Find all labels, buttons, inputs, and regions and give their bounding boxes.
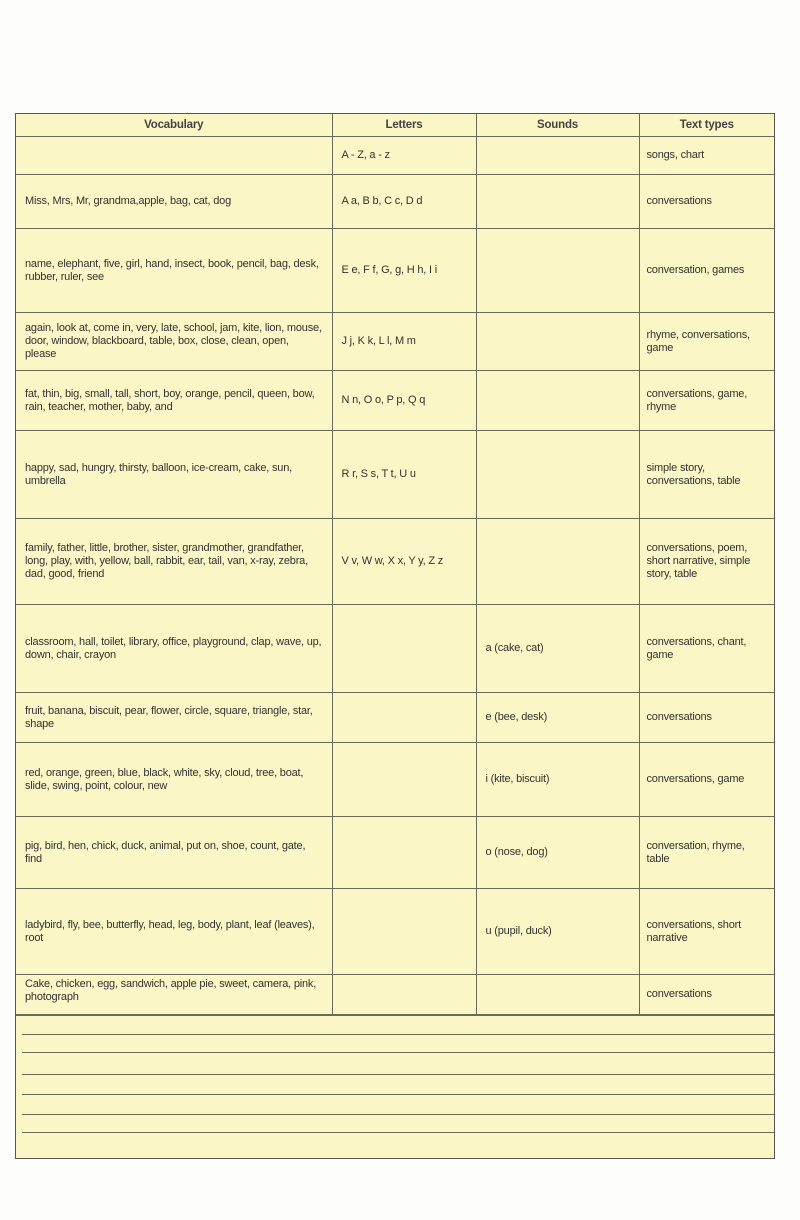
text-types-cell: conversations [639, 693, 774, 743]
sounds-cell [476, 519, 639, 605]
letters-cell [332, 605, 476, 693]
text-types-cell: rhyme, conversations, game [639, 313, 774, 371]
sounds-cell [476, 175, 639, 229]
header-text-types: Text types [639, 114, 774, 137]
text-types-cell: simple story, conversations, table [639, 431, 774, 519]
ruled-line [22, 1132, 774, 1133]
sounds-cell [476, 137, 639, 175]
letters-cell: N n, O o, P p, Q q [332, 371, 476, 431]
text-types-cell: conversations, short narrative [639, 889, 774, 975]
sounds-cell [476, 371, 639, 431]
header-sounds: Sounds [476, 114, 639, 137]
table-row [16, 313, 774, 371]
vocabulary-cell: fat, thin, big, small, tall, short, boy, orange, pencil, queen, bow, rain, teacher, mother, baby, and [16, 371, 332, 431]
text-types-cell: songs, chart [639, 137, 774, 175]
letters-cell: V v, W w, X x, Y y, Z z [332, 519, 476, 605]
letters-cell [332, 817, 476, 889]
vocabulary-cell: Cake, chicken, egg, sandwich, apple pie, sweet, camera, pink, photograph [16, 975, 332, 1015]
letters-cell: J j, K k, L l, M m [332, 313, 476, 371]
table-row [16, 605, 774, 693]
table-row [16, 817, 774, 889]
sounds-cell: e (bee, desk) [476, 693, 639, 743]
text-types-cell: conversation, games [639, 229, 774, 313]
letters-cell [332, 889, 476, 975]
vocabulary-cell: happy, sad, hungry, thirsty, balloon, ice-cream, cake, sun, umbrella [16, 431, 332, 519]
table-row [16, 431, 774, 519]
ruled-line [22, 1114, 774, 1115]
vocabulary-cell: name, elephant, five, girl, hand, insect, book, pencil, bag, desk, rubber, ruler, see [16, 229, 332, 313]
ruled-line [22, 1052, 774, 1053]
letters-cell [332, 975, 476, 1015]
header-vocabulary: Vocabulary [16, 114, 332, 137]
sounds-cell [476, 431, 639, 519]
syllabus-table [16, 114, 774, 1015]
ruled-line [22, 1074, 774, 1075]
ruled-line [22, 1034, 774, 1035]
vocabulary-cell: again, look at, come in, very, late, school, jam, kite, lion, mouse, door, window, blackboard, table, box, close, clean, open, please [16, 313, 332, 371]
header-letters: Letters [332, 114, 476, 137]
vocabulary-cell: pig, bird, hen, chick, duck, animal, put on, shoe, count, gate, find [16, 817, 332, 889]
syllabus-sheet [15, 113, 775, 1159]
header-row [16, 114, 774, 137]
sounds-cell [476, 975, 639, 1015]
table-row [16, 137, 774, 175]
sounds-cell [476, 229, 639, 313]
ruled-line [22, 1094, 774, 1095]
sounds-cell: o (nose, dog) [476, 817, 639, 889]
table-row [16, 371, 774, 431]
sounds-cell: u (pupil, duck) [476, 889, 639, 975]
text-types-cell: conversations, game, rhyme [639, 371, 774, 431]
blank-ruled-lines [16, 1015, 774, 1158]
letters-cell [332, 693, 476, 743]
vocabulary-cell: family, father, little, brother, sister, grandmother, grandfather, long, play, with, yellow, ball, rabbit, ear, tail, van, x-ray, zebra, dad, good, friend [16, 519, 332, 605]
table-row [16, 519, 774, 605]
vocabulary-cell: classroom, hall, toilet, library, office, playground, clap, wave, up, down, chair, crayon [16, 605, 332, 693]
text-types-cell: conversations, game [639, 743, 774, 817]
table-row [16, 229, 774, 313]
letters-cell: E e, F f, G, g, H h, I i [332, 229, 476, 313]
vocabulary-cell [16, 137, 332, 175]
vocabulary-cell: Miss, Mrs, Mr, grandma,apple, bag, cat, dog [16, 175, 332, 229]
text-types-cell: conversations [639, 975, 774, 1015]
table-row [16, 975, 774, 1015]
text-types-cell: conversations [639, 175, 774, 229]
table-row [16, 175, 774, 229]
table-row [16, 743, 774, 817]
sounds-cell: i (kite, biscuit) [476, 743, 639, 817]
vocabulary-cell: fruit, banana, biscuit, pear, flower, circle, square, triangle, star, shape [16, 693, 332, 743]
table-row [16, 693, 774, 743]
letters-cell: A a, B b, C c, D d [332, 175, 476, 229]
vocabulary-cell: ladybird, fly, bee, butterfly, head, leg, body, plant, leaf (leaves), root [16, 889, 332, 975]
text-types-cell: conversations, chant, game [639, 605, 774, 693]
sounds-cell [476, 313, 639, 371]
letters-cell [332, 743, 476, 817]
letters-cell: R r, S s, T t, U u [332, 431, 476, 519]
vocabulary-cell: red, orange, green, blue, black, white, sky, cloud, tree, boat, slide, swing, point, colour, new [16, 743, 332, 817]
table-row [16, 889, 774, 975]
text-types-cell: conversations, poem, short narrative, simple story, table [639, 519, 774, 605]
text-types-cell: conversation, rhyme, table [639, 817, 774, 889]
letters-cell: A - Z, a - z [332, 137, 476, 175]
sounds-cell: a (cake, cat) [476, 605, 639, 693]
